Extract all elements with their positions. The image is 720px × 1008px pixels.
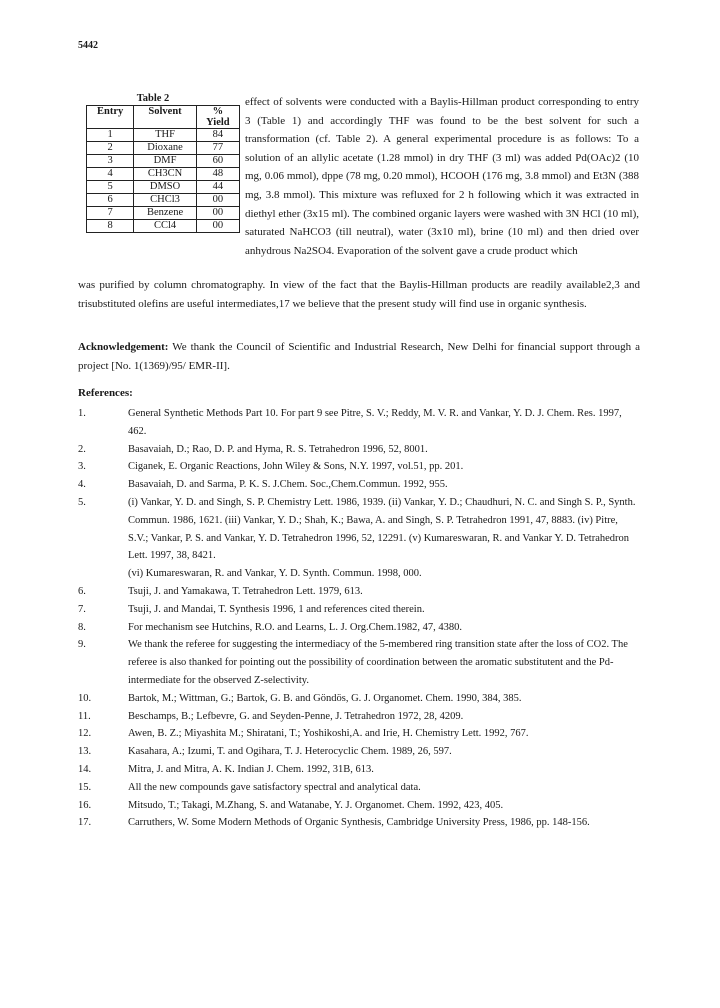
reference-text	[128, 814, 640, 832]
table-cell-solvent: DMSO	[134, 181, 196, 194]
reference-text-main: Ciganek, E. Organic Reactions, John Wiley & Sons, N.Y. 1997, vol.51, pp. 201.	[128, 461, 464, 473]
reference-text	[128, 761, 640, 779]
table-row	[87, 207, 240, 220]
page-number: 5442	[78, 40, 98, 51]
table-cell-yield: 48	[196, 168, 239, 181]
table-row	[87, 155, 240, 168]
table-cell-entry: 5	[87, 181, 134, 194]
table-cell-solvent: THF	[134, 129, 196, 142]
header-percent: %	[212, 106, 224, 117]
solvent-table	[86, 105, 240, 233]
reference-text	[128, 725, 640, 743]
reference-number: 16.	[78, 799, 92, 811]
reference-text-main: Mitsudo, T.; Takagi, M.Zhang, S. and Watanabe, Y. J. Organomet. Chem. 1992, 423, 405.	[128, 799, 504, 811]
table-cell-yield: 60	[196, 155, 239, 168]
table-row	[87, 129, 240, 142]
table-cell-yield: 00	[196, 207, 239, 220]
references-list	[78, 405, 640, 832]
table-cell-yield: 44	[196, 181, 239, 194]
table-cell-solvent: DMF	[134, 155, 196, 168]
reference-number: 1.	[78, 408, 86, 419]
reference-text-main: Awen, B. Z.; Miyashita M.; Shiratani, T.; Yoshikoshi,A. and Irie, H. Chemistry Lett. 1992, 767.	[128, 728, 529, 740]
reference-text	[128, 690, 640, 708]
table-cell-yield: 00	[196, 220, 239, 233]
table-cell-solvent: CH3CN	[134, 168, 196, 181]
table-cell-entry: 3	[87, 155, 134, 168]
reference-number: 14.	[78, 763, 92, 775]
reference-item	[78, 601, 640, 619]
reference-text-main: Tsuji, J. and Yamakawa, T. Tetrahedron Lett. 1979, 613.	[128, 585, 363, 597]
reference-item	[78, 743, 640, 761]
reference-number: 6.	[78, 585, 86, 597]
reference-number: 15.	[78, 781, 92, 793]
reference-text-main: Basavaiah, D.; Rao, D. P. and Hyma, R. S. Tetrahedron 1996, 52, 8001.	[128, 443, 428, 455]
table-row	[87, 181, 240, 194]
reference-text-main: (i) Vankar, Y. D. and Singh, S. P. Chemistry Lett. 1986, 1939. (ii) Vankar, Y. D.; Chaudhuri, N. C. and Singh S. P., Synth. Commun. 1986, 1621. (iii) Vankar, Y. D.; Shah, K.; Bawa, A. and Singh, S. P. Tetrahedron 1991, 47, 8883. (iv) Pitre, S.V.; Vankar, P. S. and Vankar, Y. D. Tetrahedron 1996, 52, 12291. (v) Kumareswaran, R. and Vankar Y. D. Tetrahedron Lett. 1997, 38, 8421.	[128, 496, 636, 562]
reference-text-main: Kasahara, A.; Izumi, T. and Ogihara, T. J. Heterocyclic Chem. 1989, 26, 597.	[128, 746, 452, 758]
reference-item	[78, 583, 640, 601]
reference-text	[128, 636, 640, 689]
reference-number: 4.	[78, 479, 86, 491]
header-yield-label: Yield	[206, 117, 230, 128]
reference-number: 17.	[78, 817, 92, 829]
reference-text	[128, 441, 640, 459]
reference-number: 8.	[78, 621, 86, 633]
table-row	[87, 194, 240, 207]
reference-text	[128, 583, 640, 601]
table-cell-solvent: Benzene	[134, 207, 196, 220]
reference-number: 10.	[78, 692, 92, 704]
reference-text-main: All the new compounds gave satisfactory spectral and analytical data.	[128, 781, 421, 793]
reference-item	[78, 779, 640, 797]
reference-text-main: Beschamps, B.; Lefbevre, G. and Seyden-Penne, J. Tetrahedron 1972, 28, 4209.	[128, 710, 464, 722]
body-right-column	[245, 93, 639, 260]
table-cell-solvent: CCl4	[134, 220, 196, 233]
reference-text	[128, 458, 640, 476]
reference-number: 12.	[78, 728, 92, 740]
header-yield	[196, 106, 239, 129]
reference-item	[78, 761, 640, 779]
reference-text	[128, 619, 640, 637]
table-cell-solvent: Dioxane	[134, 142, 196, 155]
table-row	[87, 168, 240, 181]
body-paragraph-right: effect of solvents were conducted with a Baylis-Hillman product corresponding to entry 3 (Table 1) and accordingly THF was found to be the best solvent for such a transformation (cf. Table 2). A general experimental procedure is as follows: To a solution of an allylic acetate (1.28 mmol) in dry THF (3 ml) was added Pd(OAc)2 (10 mg, 0.06 mmol), dppe (78 mg, 0.20 mmol), HCOOH (176 mg, 3.8 mmol) and Et3N (388 mg, 3.8 mmol). This mixture was refluxed for 2 h following which it was extracted in diethyl ether (3x15 ml). The combined organic layers were washed with 3N HCl (10 ml), saturated NaHCO3 (till neutral), water (3x10 ml), brine (10 ml) and then dried over anhydrous Na2SO4. Evaporation of the solvent gave a crude product which	[245, 96, 639, 257]
reference-text-main: General Synthetic Methods Part 10. For part 9 see Pitre, S. V.; Reddy, M. V. R. and Vankar, Y. D. J. Chem. Res. 1997, 462.	[128, 408, 622, 437]
reference-text	[128, 476, 640, 494]
reference-item	[78, 405, 640, 441]
reference-text-main: Mitra, J. and Mitra, A. K. Indian J. Chem. 1992, 31B, 613.	[128, 763, 374, 775]
reference-item	[78, 690, 640, 708]
reference-item	[78, 476, 640, 494]
table-row	[87, 220, 240, 233]
reference-text-main: Basavaiah, D. and Sarma, P. K. S. J.Chem. Soc.,Chem.Commun. 1992, 955.	[128, 479, 448, 491]
reference-text-main: We thank the referee for suggesting the intermediacy of the 5-membered ring transition state after the loss of CO2. The referee is also thanked for pointing out the possibility of coordination between the aromatic substitutent and the Pd-intermediate for the observed Z-selectivity.	[128, 639, 628, 686]
reference-number: 5.	[78, 496, 86, 508]
body-paragraph-full: was purified by column chromatography. In view of the fact that the Baylis-Hillman products are readily available2,3 and trisubstituted olefins are useful intermediates,17 we believe that the present study will find use in organic synthesis.	[78, 279, 640, 310]
references-heading: References:	[78, 387, 133, 399]
reference-text-continued: (vi) Kumareswaran, R. and Vankar, Y. D. Synth. Commun. 1998, 000.	[128, 568, 422, 580]
table-cell-yield: 77	[196, 142, 239, 155]
reference-item	[78, 494, 640, 583]
reference-text	[128, 743, 640, 761]
reference-text	[128, 779, 640, 797]
table-cell-entry: 7	[87, 207, 134, 220]
reference-text-main: Bartok, M.; Wittman, G.; Bartok, G. B. and Göndös, G. J. Organomet. Chem. 1990, 384, 385.	[128, 692, 522, 704]
reference-item	[78, 619, 640, 637]
reference-text	[128, 494, 640, 583]
reference-text	[128, 797, 640, 815]
acknowledgement	[78, 338, 640, 375]
solvent-table-block	[86, 93, 240, 233]
reference-item	[78, 636, 640, 689]
table-cell-entry: 2	[87, 142, 134, 155]
reference-text	[128, 601, 640, 619]
table-cell-yield: 00	[196, 194, 239, 207]
reference-text-main: Carruthers, W. Some Modern Methods of Organic Synthesis, Cambridge University Press, 1986, pp. 148-156.	[128, 817, 590, 829]
reference-item	[78, 708, 640, 726]
table-row	[87, 142, 240, 155]
acknowledgement-text: We thank the Council of Scientific and Industrial Research, New Delhi for financial support through a project [No. 1(1369)/95/ EMR-II].	[78, 341, 640, 372]
acknowledgement-label: Acknowledgement:	[78, 341, 169, 353]
header-solvent: Solvent	[134, 106, 196, 129]
reference-number: 13.	[78, 746, 92, 758]
reference-text	[128, 405, 640, 441]
table-cell-entry: 4	[87, 168, 134, 181]
table-header-row	[87, 106, 240, 129]
table-cell-solvent: CHCl3	[134, 194, 196, 207]
reference-item	[78, 441, 640, 459]
table-cell-yield: 84	[196, 129, 239, 142]
header-entry: Entry	[87, 106, 134, 129]
reference-text-main: For mechanism see Hutchins, R.O. and Learns, L. J. Org.Chem.1982, 47, 4380.	[128, 621, 463, 633]
table-cell-entry: 1	[87, 129, 134, 142]
reference-number: 7.	[78, 603, 86, 615]
reference-text	[128, 708, 640, 726]
reference-item	[78, 725, 640, 743]
table-body	[87, 129, 240, 233]
reference-item	[78, 458, 640, 476]
table-cell-entry: 6	[87, 194, 134, 207]
reference-text-main: Tsuji, J. and Mandai, T. Synthesis 1996, 1 and references cited therein.	[128, 603, 425, 615]
body-full-width	[78, 276, 640, 313]
reference-number: 11.	[78, 710, 91, 722]
reference-number: 9.	[78, 639, 86, 651]
reference-number: 2.	[78, 443, 86, 455]
reference-item	[78, 797, 640, 815]
table-title: Table 2	[136, 93, 170, 104]
table-cell-entry: 8	[87, 220, 134, 233]
reference-item	[78, 814, 640, 832]
reference-number: 3.	[78, 461, 86, 473]
